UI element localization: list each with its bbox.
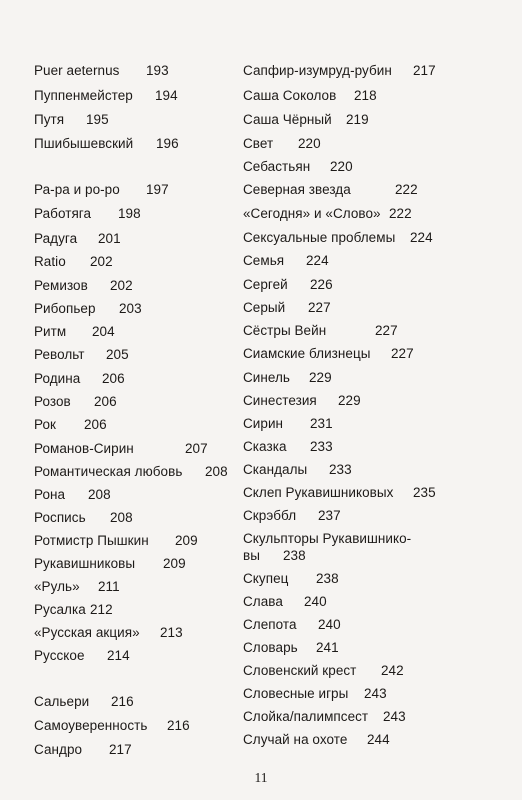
index-term: Скрэббл xyxy=(243,508,297,523)
index-term: Радуга xyxy=(34,231,78,246)
index-term: Роспись xyxy=(34,510,86,525)
index-entry xyxy=(243,708,406,726)
index-entry xyxy=(34,647,130,665)
index-entry xyxy=(243,507,341,525)
index-entry xyxy=(243,639,339,657)
index-entry xyxy=(243,345,414,363)
index-entry xyxy=(34,486,111,504)
index-term: Пуппенмейстер xyxy=(34,88,133,103)
index-page-number: 240 xyxy=(318,617,341,632)
index-entry xyxy=(243,87,377,105)
index-entry xyxy=(243,205,412,223)
index-entry xyxy=(243,252,329,270)
index-entry xyxy=(34,87,178,105)
index-entry xyxy=(34,416,107,434)
index-page-number: 194 xyxy=(155,88,178,103)
index-term: Сапфир-изумруд-рубин xyxy=(243,63,392,78)
index-page-number: 233 xyxy=(310,439,333,454)
index-page-number: 237 xyxy=(318,508,341,523)
index-page-number: 209 xyxy=(175,533,198,548)
index-page-number: 238 xyxy=(283,548,306,563)
index-term: Револьт xyxy=(34,347,85,362)
index-page-number: 227 xyxy=(391,346,414,361)
index-page-number: 227 xyxy=(308,300,331,315)
index-page-number: 212 xyxy=(90,602,113,617)
index-entry xyxy=(243,229,433,247)
index-term: Слепота xyxy=(243,617,297,632)
index-page-number: 204 xyxy=(92,324,115,339)
index-term: Скандалы xyxy=(243,462,308,477)
index-entry xyxy=(243,322,398,340)
index-page-number: 235 xyxy=(413,485,436,500)
index-page-number: 198 xyxy=(118,206,141,221)
index-term: Словарь xyxy=(243,640,298,655)
index-entry xyxy=(243,62,436,80)
index-entry xyxy=(243,276,333,294)
index-term: Самоуверенность xyxy=(34,718,148,733)
index-term: «Сегодня» и «Слово» xyxy=(243,206,381,221)
index-page-number: 209 xyxy=(163,556,186,571)
index-entry xyxy=(34,601,113,619)
index-page-number: 195 xyxy=(86,112,109,127)
index-page-number: 244 xyxy=(367,732,390,747)
index-term: Северная звезда xyxy=(243,182,351,197)
index-page-number: 208 xyxy=(110,510,133,525)
index-page-number: 229 xyxy=(338,393,361,408)
index-page-number: 222 xyxy=(389,206,412,221)
index-page-number: 233 xyxy=(329,462,352,477)
index-entry xyxy=(34,277,133,295)
index-entry xyxy=(243,369,332,387)
index-entry xyxy=(34,62,169,80)
index-page-number: 216 xyxy=(111,694,134,709)
index-term: Синестезия xyxy=(243,393,317,408)
index-term: Саша Чёрный xyxy=(243,112,332,127)
index-term: Рок xyxy=(34,417,56,432)
index-term: Словесные игры xyxy=(243,686,349,701)
index-term: вы xyxy=(243,548,260,563)
index-entry xyxy=(34,323,115,341)
page-number: 11 xyxy=(254,770,268,785)
index-entry xyxy=(34,393,117,411)
index-term: Склеп Рукавишниковых xyxy=(243,485,394,500)
index-entry xyxy=(34,111,109,129)
index-term: Ремизов xyxy=(34,278,88,293)
index-term: Романов-Сирин xyxy=(34,441,134,456)
index-term: Семья xyxy=(243,253,285,268)
index-term: Свет xyxy=(243,136,274,151)
index-entry xyxy=(34,253,113,271)
index-term: Работяга xyxy=(34,206,92,221)
index-term: Сиамские близнецы xyxy=(243,346,371,361)
index-page-number: 201 xyxy=(98,231,121,246)
index-term: Пшибышевский xyxy=(34,136,134,151)
index-term: Ratio xyxy=(34,254,66,269)
index-page-number: 220 xyxy=(330,159,353,174)
index-term: Русское xyxy=(34,648,85,663)
index-term: Рибопьер xyxy=(34,301,96,316)
index-page-number: 205 xyxy=(106,347,129,362)
index-term: Ротмистр Пышкин xyxy=(34,533,149,548)
index-page-number: 227 xyxy=(375,323,398,338)
index-entry xyxy=(34,693,134,711)
index-term: Сальери xyxy=(34,694,90,709)
index-term: Puer aeternus xyxy=(34,63,120,78)
index-entry xyxy=(243,135,321,153)
index-entry xyxy=(243,731,390,749)
index-page-number: 243 xyxy=(364,686,387,701)
index-entry xyxy=(34,624,183,642)
index-page-number: 224 xyxy=(410,230,433,245)
index-entry xyxy=(243,547,306,565)
index-entry xyxy=(34,717,190,735)
index-entry xyxy=(34,532,198,550)
index-page-number: 208 xyxy=(205,464,228,479)
index-page-number: 224 xyxy=(306,253,329,268)
index-term: Ра-ра и ро-ро xyxy=(34,182,120,197)
index-entry xyxy=(243,392,361,410)
index-page-number: 243 xyxy=(383,709,406,724)
index-page-number: 222 xyxy=(395,182,418,197)
index-page-number: 197 xyxy=(146,182,169,197)
index-page-number: 206 xyxy=(94,394,117,409)
index-term: Себастьян xyxy=(243,159,311,174)
index-entry xyxy=(34,578,120,596)
index-term: Скупец xyxy=(243,571,289,586)
index-entry xyxy=(34,300,142,318)
index-term: Родина xyxy=(34,371,81,386)
index-page-number: 203 xyxy=(119,301,142,316)
index-entry xyxy=(243,662,404,680)
index-term: Романтическая любовь xyxy=(34,464,183,479)
index-page-number: 211 xyxy=(98,579,120,594)
index-page-number: 216 xyxy=(167,718,190,733)
index-term: Слава xyxy=(243,594,283,609)
index-page-number: 238 xyxy=(316,571,339,586)
index-page-number: 226 xyxy=(310,277,333,292)
index-term: Рукавишниковы xyxy=(34,556,136,571)
index-entry xyxy=(243,299,331,317)
index-entry xyxy=(34,370,125,388)
index-page-number: 213 xyxy=(160,625,183,640)
index-entry xyxy=(243,438,333,456)
index-page-number: 231 xyxy=(310,416,333,431)
index-term: Саша Соколов xyxy=(243,88,337,103)
index-entry xyxy=(243,484,436,502)
index-page-number: 196 xyxy=(156,136,179,151)
index-page-number: 217 xyxy=(109,742,132,757)
index-term: Сергей xyxy=(243,277,288,292)
index-term: «Руль» xyxy=(34,579,80,594)
index-entry xyxy=(243,685,387,703)
index-term: Серый xyxy=(243,300,286,315)
index-entry xyxy=(34,741,132,759)
index-page-number: 242 xyxy=(381,663,404,678)
index-term: Розов xyxy=(34,394,71,409)
index-term: Сказка xyxy=(243,439,287,454)
index-term: Сёстры Вейн xyxy=(243,323,327,338)
index-term: Сексуальные проблемы xyxy=(243,230,396,245)
index-term: Рона xyxy=(34,487,66,502)
index-entry xyxy=(243,593,327,611)
index-page-number: 219 xyxy=(346,112,369,127)
index-term: Словенский крест xyxy=(243,663,357,678)
index-entry xyxy=(243,181,418,199)
index-entry xyxy=(34,181,169,199)
index-entry xyxy=(243,616,341,634)
index-entry xyxy=(34,440,208,458)
index-entry xyxy=(34,230,121,248)
index-page-number: 206 xyxy=(84,417,107,432)
index-page-number: 229 xyxy=(309,370,332,385)
index-page-number: 241 xyxy=(316,640,339,655)
index-term: Синель xyxy=(243,370,291,385)
index-page-number: 220 xyxy=(298,136,321,151)
index-page-number: 202 xyxy=(90,254,113,269)
index-term: Случай на охоте xyxy=(243,732,348,747)
index-entry xyxy=(34,463,228,481)
index-term: Путя xyxy=(34,112,65,127)
index-page-number: 214 xyxy=(107,648,130,663)
index-page-number: 217 xyxy=(413,63,436,78)
index-term: Сандро xyxy=(34,742,83,757)
index-term: Ритм xyxy=(34,324,67,339)
index-term: Сирин xyxy=(243,416,284,431)
index-entry xyxy=(243,461,352,479)
index-entry xyxy=(34,135,179,153)
index-term: «Русская акция» xyxy=(34,625,140,640)
index-entry xyxy=(34,205,141,223)
index-entry xyxy=(243,570,339,588)
index-page-number: 207 xyxy=(185,441,208,456)
index-entry xyxy=(34,346,129,364)
index-entry xyxy=(243,111,369,129)
index-page-number: 208 xyxy=(88,487,111,502)
index-term: Русалка xyxy=(34,602,86,617)
index-page-number: 193 xyxy=(146,63,169,78)
index-term: Скульпторы Рукавишнико- xyxy=(243,531,412,546)
index-entry xyxy=(34,555,186,573)
index-page-number: 202 xyxy=(110,278,133,293)
index-entry xyxy=(243,415,333,433)
index-entry xyxy=(243,158,353,176)
index-page-number: 218 xyxy=(354,88,377,103)
index-page-number: 206 xyxy=(102,371,125,386)
index-entry xyxy=(34,509,133,527)
index-entry xyxy=(243,530,411,548)
index-page-number: 240 xyxy=(304,594,327,609)
index-term: Слойка/палимпсест xyxy=(243,709,369,724)
